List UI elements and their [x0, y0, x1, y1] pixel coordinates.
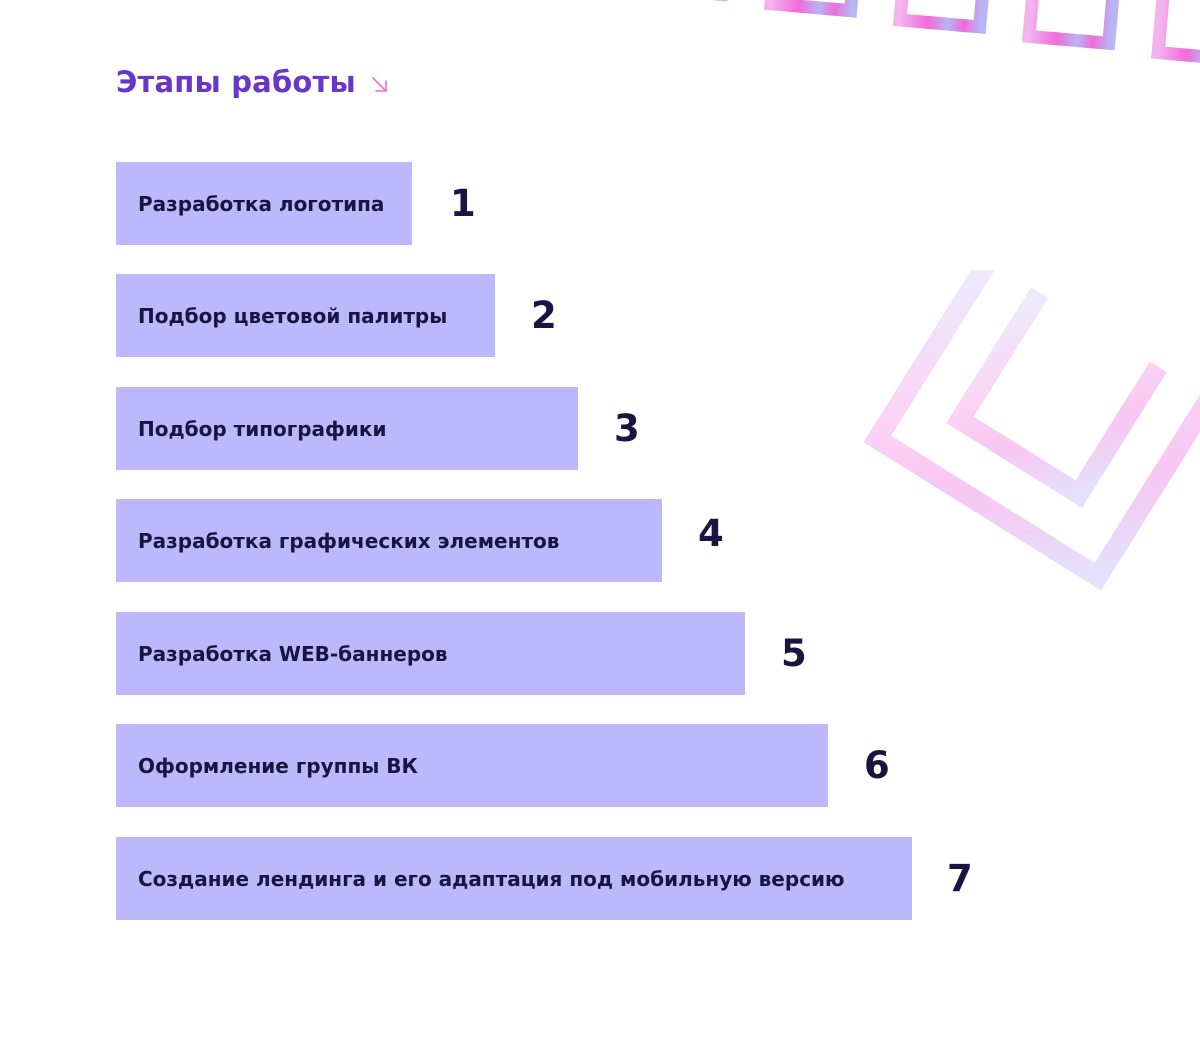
logo-pattern-top-decoration — [600, 0, 1200, 80]
stage-item-4 — [116, 499, 724, 582]
stage-number: 6 — [864, 744, 890, 787]
stage-item-2 — [116, 274, 557, 357]
stage-bar — [116, 387, 578, 470]
stage-bar — [116, 499, 662, 582]
stage-label: Разработка логотипа — [138, 191, 385, 216]
stage-label: Создание лендинга и его адаптация под мобильную версию — [138, 866, 845, 891]
arrow-down-right-icon — [370, 75, 390, 95]
stage-label: Разработка графических элементов — [138, 528, 560, 553]
stage-label: Подбор типографики — [138, 416, 387, 441]
section-header — [116, 65, 390, 99]
stage-number: 1 — [450, 182, 476, 225]
page-title: Этапы работы — [116, 65, 356, 99]
stage-item-7 — [116, 837, 973, 920]
stage-label: Разработка WEB-баннеров — [138, 641, 448, 666]
stage-number: 2 — [531, 294, 557, 337]
stage-bar — [116, 724, 828, 807]
stage-number: 7 — [947, 857, 973, 900]
stage-label: Подбор цветовой палитры — [138, 303, 448, 328]
stage-item-6 — [116, 724, 890, 807]
logo-pattern-right-decoration — [860, 270, 1200, 610]
stage-bar — [116, 612, 745, 695]
stage-number: 4 — [698, 512, 724, 555]
stage-label: Оформление группы ВК — [138, 753, 418, 778]
stage-item-5 — [116, 612, 807, 695]
stage-item-1 — [116, 162, 476, 245]
stage-bar — [116, 162, 412, 245]
stage-number: 5 — [781, 632, 807, 675]
stage-item-3 — [116, 387, 640, 470]
stage-bar — [116, 837, 912, 920]
stage-bar — [116, 274, 495, 357]
stage-number: 3 — [614, 407, 640, 450]
